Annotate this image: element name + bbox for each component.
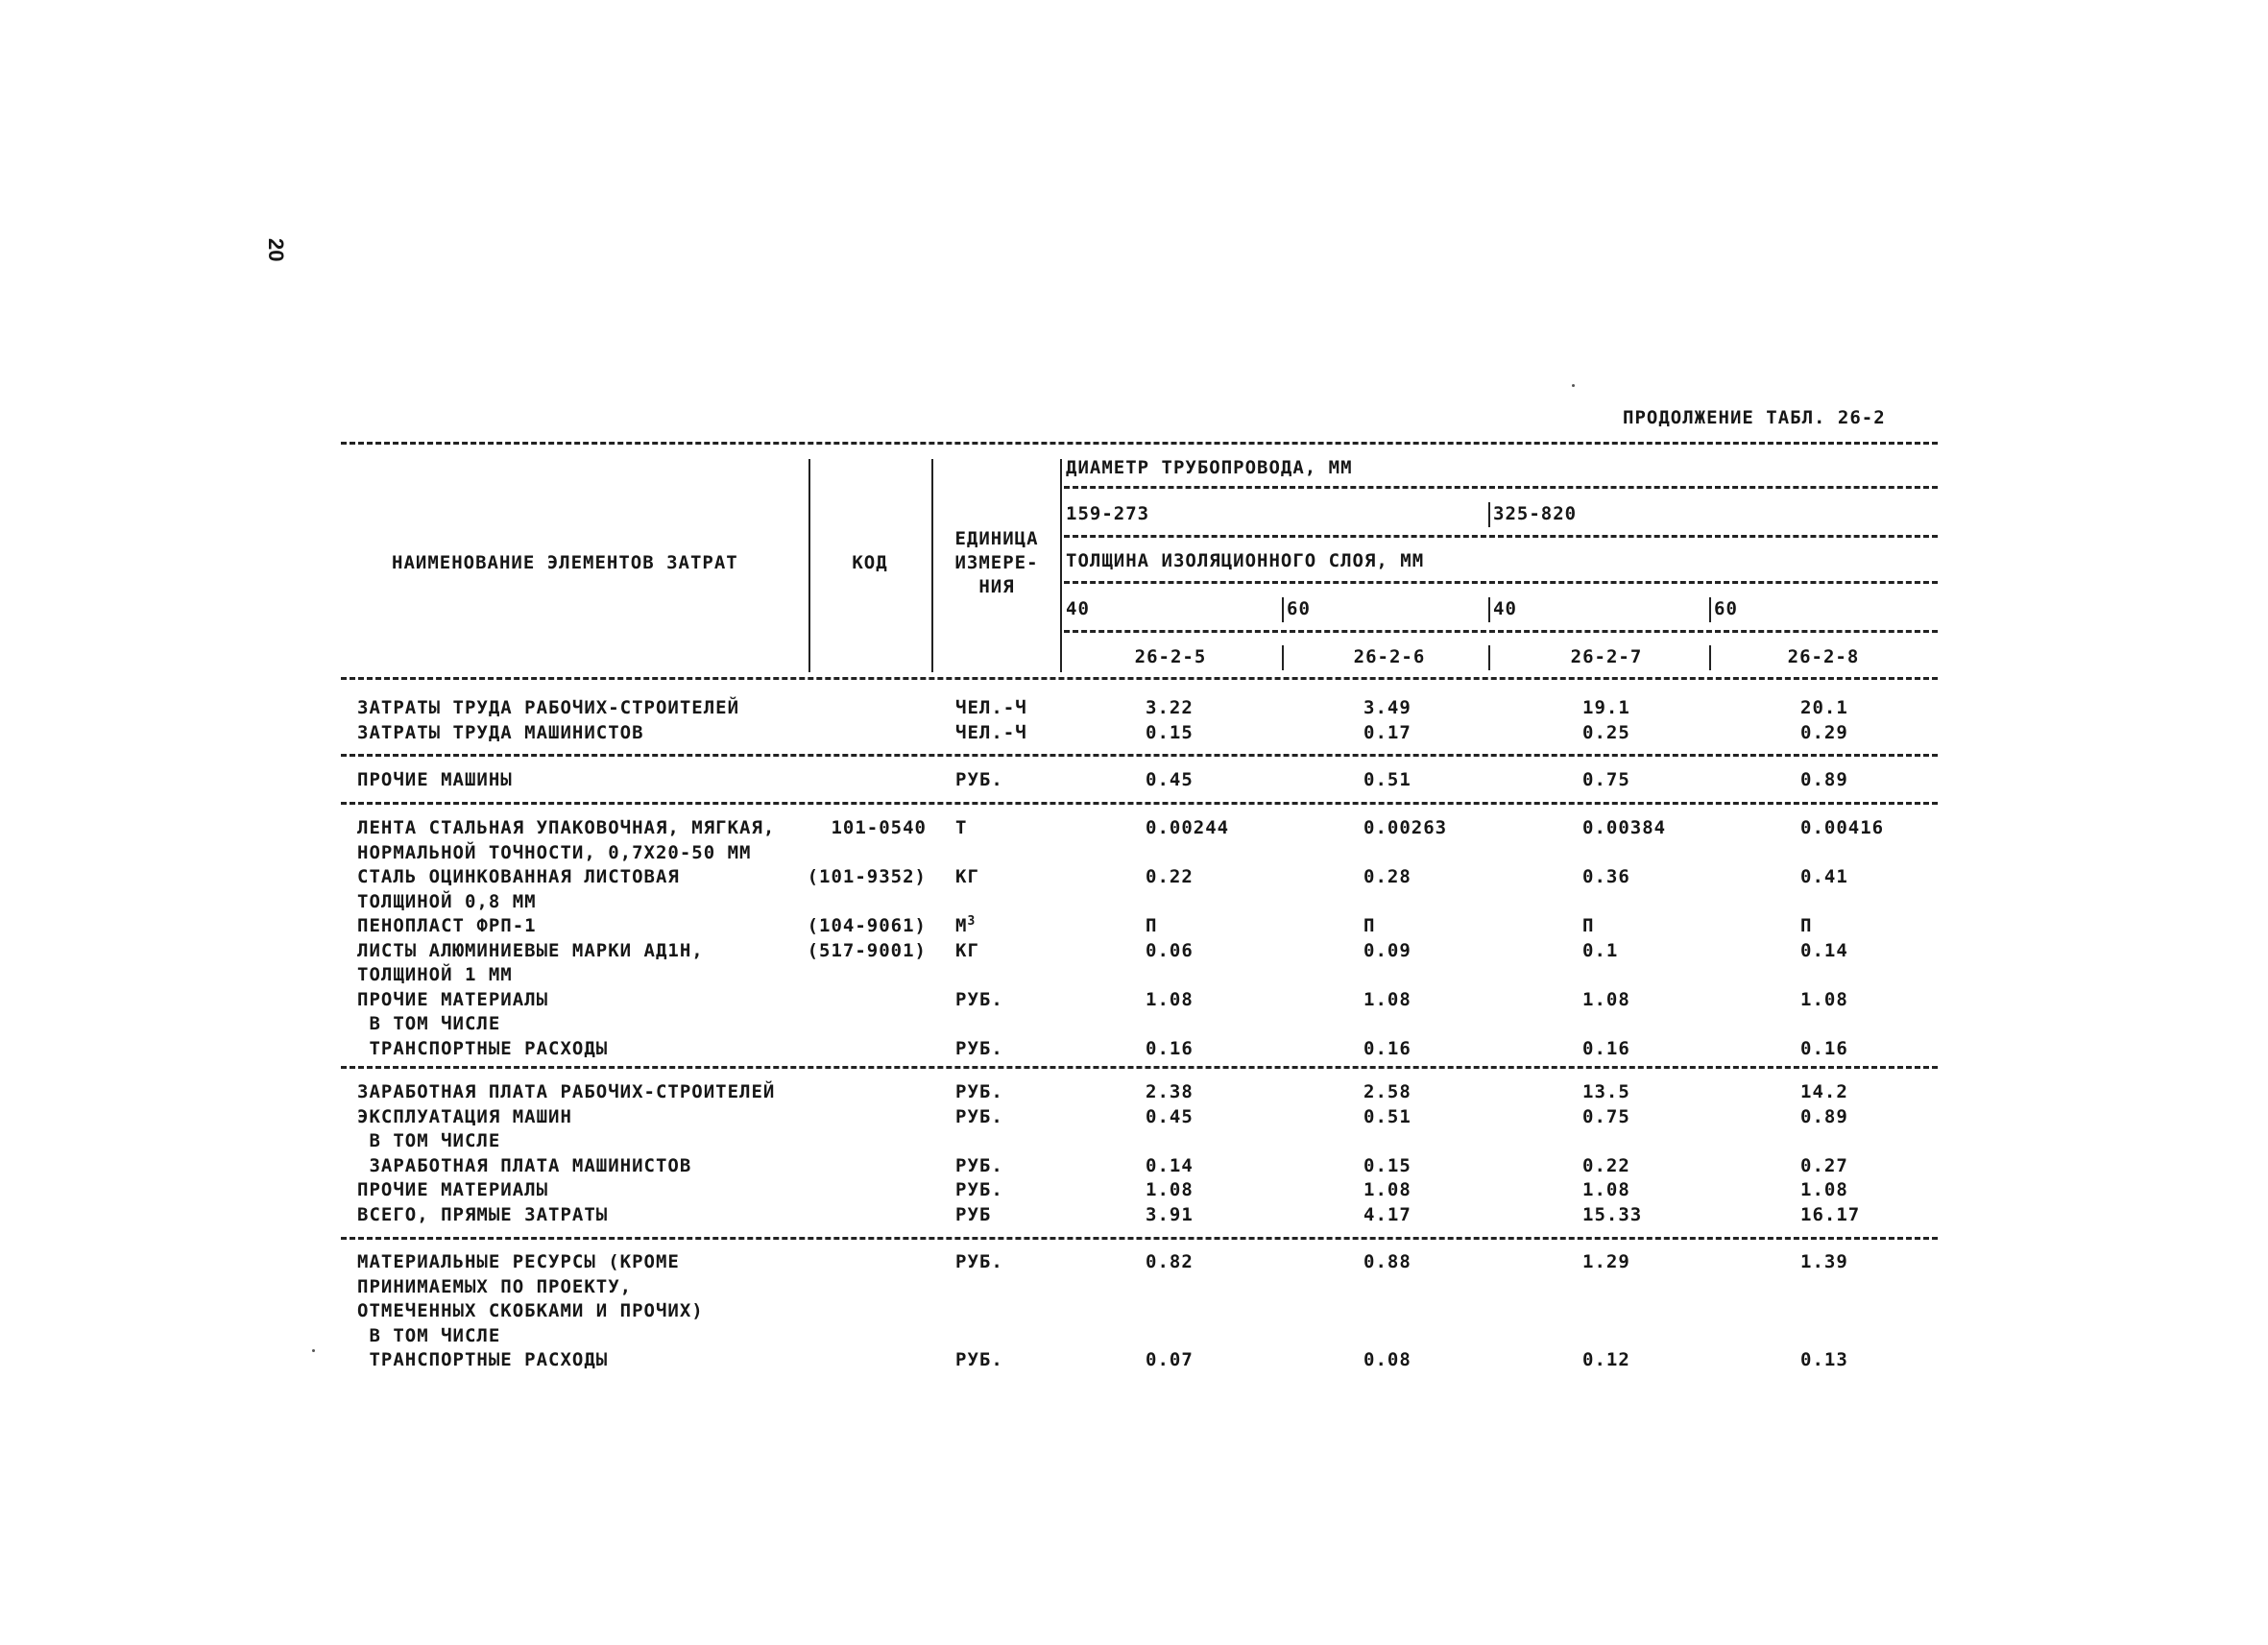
scan-speck bbox=[312, 1349, 315, 1352]
row-name: ЛЕНТА СТАЛЬНАЯ УПАКОВОЧНАЯ, МЯГКАЯ, bbox=[357, 817, 776, 838]
table-top-rule bbox=[341, 442, 1938, 445]
row-unit: ЧЕЛ.-Ч bbox=[955, 697, 1027, 718]
row-value: 0.45 bbox=[1146, 1105, 1194, 1127]
row-value: 3.22 bbox=[1146, 697, 1194, 718]
row-unit: РУБ. bbox=[955, 1251, 1003, 1272]
row-value: 0.13 bbox=[1800, 1349, 1848, 1370]
header-bottom-rule bbox=[341, 677, 1938, 680]
row-name: ТРАНСПОРТНЫЕ РАСХОДЫ bbox=[357, 1037, 609, 1059]
header-thickness-value: 60 bbox=[1714, 598, 1738, 619]
row-value: 0.51 bbox=[1363, 769, 1411, 790]
row-value: 0.75 bbox=[1582, 769, 1630, 790]
row-value: 0.17 bbox=[1363, 721, 1411, 743]
row-value: 1.08 bbox=[1146, 1179, 1194, 1200]
header-norm-code: 26-2-7 bbox=[1570, 646, 1643, 667]
row-value: 2.38 bbox=[1146, 1081, 1194, 1102]
row-name: НОРМАЛЬНОЙ ТОЧНОСТИ, 0,7Х20-50 ММ bbox=[357, 841, 752, 863]
row-unit: КГ bbox=[955, 939, 979, 961]
row-value: 0.25 bbox=[1582, 721, 1630, 743]
row-value: 0.22 bbox=[1582, 1154, 1630, 1176]
row-name: ЗАТРАТЫ ТРУДА МАШИНИСТОВ bbox=[357, 721, 644, 743]
row-unit: РУБ. bbox=[955, 1081, 1003, 1102]
row-code: (104-9061) bbox=[807, 915, 927, 936]
row-value: 0.16 bbox=[1582, 1037, 1630, 1059]
row-value: 1.29 bbox=[1582, 1251, 1630, 1272]
row-value: 0.09 bbox=[1363, 939, 1411, 961]
row-unit: КГ bbox=[955, 866, 979, 887]
header-unit-col: ЕДИНИЦА bbox=[954, 528, 1039, 549]
row-value: 0.89 bbox=[1800, 1105, 1848, 1127]
row-name: ПЕНОПЛАСТ ФРП-1 bbox=[357, 915, 537, 936]
header-thickness-value: 40 bbox=[1493, 598, 1517, 619]
row-value: 0.51 bbox=[1363, 1105, 1411, 1127]
column-separator bbox=[1488, 502, 1490, 527]
row-value: 3.91 bbox=[1146, 1203, 1194, 1225]
header-unit-col: ИЗМЕРЕ- bbox=[954, 552, 1039, 573]
column-separator bbox=[1060, 459, 1062, 672]
row-value: 2.58 bbox=[1363, 1081, 1411, 1102]
row-code: (517-9001) bbox=[807, 939, 927, 961]
row-name: ЗАРАБОТНАЯ ПЛАТА РАБОЧИХ-СТРОИТЕЛЕЙ bbox=[357, 1081, 776, 1102]
header-unit-col: НИЯ bbox=[978, 576, 1015, 597]
header-name-col: НАИМЕНОВАНИЕ ЭЛЕМЕНТОВ ЗАТРАТ bbox=[392, 552, 738, 573]
dashed-rule bbox=[1064, 486, 1938, 489]
row-value: 0.45 bbox=[1146, 769, 1194, 790]
row-value: 0.14 bbox=[1800, 939, 1848, 961]
row-value: 0.28 bbox=[1363, 866, 1411, 887]
row-name: ПРОЧИЕ МАТЕРИАЛЫ bbox=[357, 988, 549, 1010]
dashed-rule bbox=[1064, 581, 1938, 584]
row-unit: Т bbox=[955, 817, 968, 838]
row-name: МАТЕРИАЛЬНЫЕ РЕСУРСЫ (КРОМЕ bbox=[357, 1251, 680, 1272]
column-separator bbox=[808, 459, 810, 672]
row-value: 0.15 bbox=[1363, 1154, 1411, 1176]
row-value: 1.08 bbox=[1363, 988, 1411, 1010]
row-unit: $М^3$ bbox=[955, 914, 977, 936]
row-value: 1.08 bbox=[1582, 988, 1630, 1010]
column-separator bbox=[1488, 645, 1490, 670]
row-value: 1.39 bbox=[1800, 1251, 1848, 1272]
row-value: 1.08 bbox=[1800, 1179, 1848, 1200]
row-value: 0.89 bbox=[1800, 769, 1848, 790]
row-unit: РУБ. bbox=[955, 988, 1003, 1010]
dashed-rule bbox=[1064, 535, 1938, 538]
header-norm-code: 26-2-5 bbox=[1134, 646, 1207, 667]
row-value: 19.1 bbox=[1582, 697, 1630, 718]
header-diameter-range: 325-820 bbox=[1493, 503, 1578, 524]
row-unit: РУБ. bbox=[955, 1349, 1003, 1370]
row-name: В ТОМ ЧИСЛЕ bbox=[357, 1013, 501, 1034]
row-code: 101-0540 bbox=[831, 817, 927, 838]
column-separator bbox=[1488, 597, 1490, 622]
row-unit: РУБ. bbox=[955, 1105, 1003, 1127]
row-value: 0.00416 bbox=[1800, 817, 1885, 838]
row-value: П bbox=[1363, 915, 1376, 936]
row-value: 0.22 bbox=[1146, 866, 1194, 887]
section-separator bbox=[341, 802, 1938, 805]
row-name: В ТОМ ЧИСЛЕ bbox=[357, 1324, 501, 1346]
header-thickness-value: 40 bbox=[1066, 598, 1090, 619]
row-name: В ТОМ ЧИСЛЕ bbox=[357, 1130, 501, 1151]
row-value: П bbox=[1582, 915, 1595, 936]
row-name: ЛИСТЫ АЛЮМИНИЕВЫЕ МАРКИ АД1Н, bbox=[357, 939, 704, 961]
page-number: 20 bbox=[264, 238, 288, 262]
row-value: 0.1 bbox=[1582, 939, 1619, 961]
row-value: 0.00384 bbox=[1582, 817, 1667, 838]
row-value: 1.08 bbox=[1363, 1179, 1411, 1200]
row-value: П bbox=[1146, 915, 1158, 936]
row-unit: ЧЕЛ.-Ч bbox=[955, 721, 1027, 743]
header-diameter-label: ДИАМЕТР ТРУБОПРОВОДА, ММ bbox=[1066, 457, 1353, 478]
column-separator bbox=[1709, 645, 1711, 670]
row-unit: РУБ. bbox=[955, 1179, 1003, 1200]
row-unit: РУБ. bbox=[955, 1154, 1003, 1176]
row-value: 0.16 bbox=[1800, 1037, 1848, 1059]
header-code-col: КОД bbox=[852, 552, 888, 573]
row-value: 0.29 bbox=[1800, 721, 1848, 743]
row-value: 16.17 bbox=[1800, 1203, 1861, 1225]
row-value: 13.5 bbox=[1582, 1081, 1630, 1102]
row-name: ЭКСПЛУАТАЦИЯ МАШИН bbox=[357, 1105, 572, 1127]
row-value: 20.1 bbox=[1800, 697, 1848, 718]
row-value: 0.36 bbox=[1582, 866, 1630, 887]
row-value: 0.88 bbox=[1363, 1251, 1411, 1272]
row-name: ОТМЕЧЕННЫХ СКОБКАМИ И ПРОЧИХ) bbox=[357, 1300, 704, 1321]
row-name: ТОЛЩИНОЙ 1 ММ bbox=[357, 964, 513, 985]
row-name: ПРИНИМАЕМЫХ ПО ПРОЕКТУ, bbox=[357, 1275, 633, 1297]
row-value: 0.00263 bbox=[1363, 817, 1448, 838]
row-name: ВСЕГО, ПРЯМЫЕ ЗАТРАТЫ bbox=[357, 1203, 609, 1225]
column-separator bbox=[931, 459, 933, 672]
column-separator bbox=[1282, 597, 1284, 622]
row-unit: РУБ. bbox=[955, 769, 1003, 790]
row-unit: РУБ bbox=[955, 1203, 992, 1225]
row-value: 0.82 bbox=[1146, 1251, 1194, 1272]
row-value: 0.12 bbox=[1582, 1349, 1630, 1370]
row-value: 0.41 bbox=[1800, 866, 1848, 887]
row-code: (101-9352) bbox=[807, 866, 927, 887]
row-name: СТАЛЬ ОЦИНКОВАННАЯ ЛИСТОВАЯ bbox=[357, 866, 680, 887]
row-value: 3.49 bbox=[1363, 697, 1411, 718]
row-value: 0.00244 bbox=[1146, 817, 1230, 838]
row-value: 14.2 bbox=[1800, 1081, 1848, 1102]
row-value: 0.16 bbox=[1146, 1037, 1194, 1059]
row-name: ЗАРАБОТНАЯ ПЛАТА МАШИНИСТОВ bbox=[357, 1154, 692, 1176]
row-value: 0.06 bbox=[1146, 939, 1194, 961]
table-continuation-title: ПРОДОЛЖЕНИЕ ТАБЛ. 26-2 bbox=[1623, 407, 1886, 428]
row-value: 1.08 bbox=[1146, 988, 1194, 1010]
row-name: ПРОЧИЕ МАТЕРИАЛЫ bbox=[357, 1179, 549, 1200]
row-value: 0.16 bbox=[1363, 1037, 1411, 1059]
row-value: 15.33 bbox=[1582, 1203, 1643, 1225]
row-value: 0.27 bbox=[1800, 1154, 1848, 1176]
row-value: 0.07 bbox=[1146, 1349, 1194, 1370]
section-separator bbox=[341, 1066, 1938, 1069]
header-thickness-value: 60 bbox=[1287, 598, 1311, 619]
scan-speck bbox=[1572, 384, 1575, 387]
dashed-rule bbox=[1064, 630, 1938, 633]
column-separator bbox=[1282, 645, 1284, 670]
column-separator bbox=[1709, 597, 1711, 622]
row-name: ПРОЧИЕ МАШИНЫ bbox=[357, 769, 513, 790]
header-norm-code: 26-2-8 bbox=[1787, 646, 1860, 667]
row-value: 4.17 bbox=[1363, 1203, 1411, 1225]
row-value: 0.14 bbox=[1146, 1154, 1194, 1176]
header-norm-code: 26-2-6 bbox=[1353, 646, 1426, 667]
header-thickness-label: ТОЛЩИНА ИЗОЛЯЦИОННОГО СЛОЯ, ММ bbox=[1066, 550, 1425, 571]
row-name: ЗАТРАТЫ ТРУДА РАБОЧИХ-СТРОИТЕЛЕЙ bbox=[357, 697, 740, 718]
row-value: П bbox=[1800, 915, 1813, 936]
row-value: 1.08 bbox=[1800, 988, 1848, 1010]
section-separator bbox=[341, 1237, 1938, 1240]
row-value: 1.08 bbox=[1582, 1179, 1630, 1200]
row-name: ТОЛЩИНОЙ 0,8 ММ bbox=[357, 890, 537, 912]
row-value: 0.75 bbox=[1582, 1105, 1630, 1127]
header-diameter-range: 159-273 bbox=[1066, 503, 1150, 524]
section-separator bbox=[341, 754, 1938, 757]
row-name: ТРАНСПОРТНЫЕ РАСХОДЫ bbox=[357, 1349, 609, 1370]
row-value: 0.08 bbox=[1363, 1349, 1411, 1370]
row-value: 0.15 bbox=[1146, 721, 1194, 743]
row-unit: РУБ. bbox=[955, 1037, 1003, 1059]
